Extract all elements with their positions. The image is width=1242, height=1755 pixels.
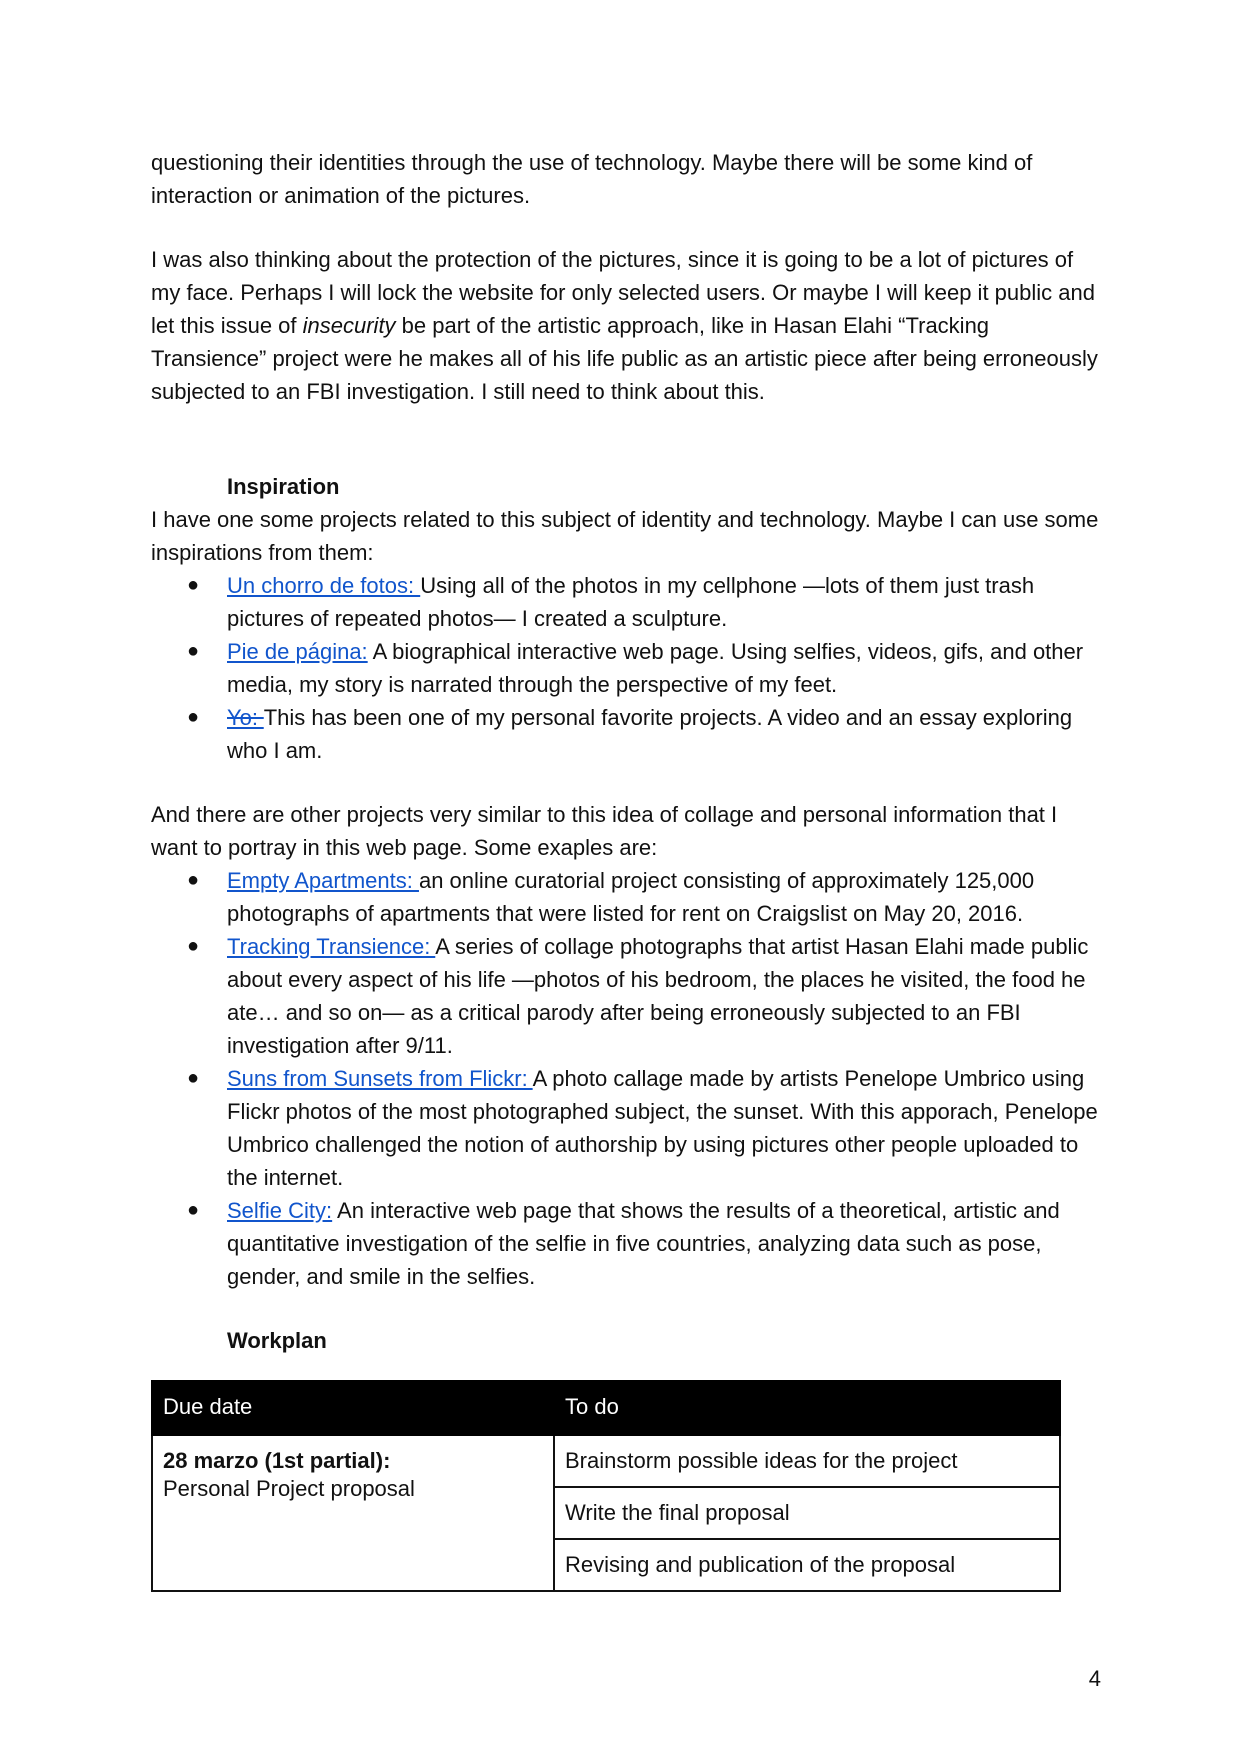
bullet-icon: ● bbox=[187, 1067, 200, 1089]
list-item bbox=[151, 864, 1101, 930]
document-body bbox=[151, 146, 1101, 1357]
workplan-table bbox=[151, 1380, 1061, 1592]
bullet-icon: ● bbox=[187, 640, 200, 662]
paragraph-protection-start: I was also thinking about the protection of the pictures, since it is going to be a lot of pictures of my face. Perhaps I will lock the website for only selected users. Or maybe I will keep it public and let this issue of bbox=[151, 247, 1095, 338]
list-item-text: A photo callage made by artists Penelope Umbrico using Flickr photos of the most photographed subject, the sunset. With this apporach, Penelope Umbrico challenged the notion of authorship by using pictures other people uploaded to the internet. bbox=[227, 1066, 1098, 1190]
paragraph-protection-end: be part of the artistic approach, like in Hasan Elahi “Tracking Transience” project were he makes all of his life public as an artistic piece after being erroneously subjected to an FBI investigation. I still need to think about this. bbox=[151, 313, 1098, 404]
list-item bbox=[151, 569, 1101, 635]
bullet-icon: ● bbox=[187, 935, 200, 957]
list-item bbox=[151, 1062, 1101, 1194]
list-item-text: an online curatorial project consisting of approximately 125,000 photographs of apartments that were listed for rent on Craigslist on May 20, 2016. bbox=[227, 868, 1035, 926]
list-item bbox=[151, 635, 1101, 701]
column-header-to-do: To do bbox=[554, 1381, 1060, 1435]
due-date-description: Personal Project proposal bbox=[163, 1476, 415, 1501]
list-item bbox=[151, 701, 1101, 767]
list-item bbox=[151, 1194, 1101, 1293]
other-projects-list bbox=[151, 864, 1101, 1293]
list-item-text: A biographical interactive web page. Using selfies, videos, gifs, and other media, my story is narrated through the perspective of my feet. bbox=[227, 639, 1084, 697]
due-date-label: 28 marzo (1st partial): bbox=[163, 1448, 391, 1473]
column-header-due-date: Due date bbox=[152, 1381, 554, 1435]
paragraph-protection bbox=[151, 243, 1101, 408]
paragraph-identities: questioning their identities through the use of technology. Maybe there will be some kind of interaction or animation of the pictures. bbox=[151, 150, 1033, 208]
list-item bbox=[151, 930, 1101, 1062]
link-selfie-city[interactable]: Selfie City: bbox=[227, 1198, 333, 1223]
inspiration-intro: I have one some projects related to this subject of identity and technology. Maybe I can use some inspirations from them: bbox=[151, 507, 1099, 565]
list-item-text: A series of collage photographs that artist Hasan Elahi made public about every aspect of his life —photos of his bedroom, the places he visited, the food he ate… and so on— as a critical parody after being erroneously subjected to an FBI investigation after 9/11. bbox=[227, 934, 1089, 1058]
list-item-text: This has been one of my personal favorite projects. A video and an essay exploring who I am. bbox=[227, 705, 1073, 763]
table-header-row bbox=[152, 1381, 1060, 1435]
link-un-chorro-de-fotos[interactable]: Un chorro de fotos: bbox=[227, 573, 421, 598]
bullet-icon: ● bbox=[187, 869, 200, 891]
link-suns-from-sunsets[interactable]: Suns from Sunsets from Flickr: bbox=[227, 1066, 533, 1091]
inspiration-list bbox=[151, 569, 1101, 767]
workplan-heading: Workplan bbox=[227, 1328, 327, 1353]
table-row bbox=[152, 1435, 1060, 1487]
task-cell: Brainstorm possible ideas for the project bbox=[554, 1435, 1060, 1487]
other-projects-intro: And there are other projects very similar to this idea of collage and personal information that I want to portray in this web page. Some exaples are: bbox=[151, 802, 1058, 860]
link-empty-apartments[interactable]: Empty Apartments: bbox=[227, 868, 419, 893]
due-date-cell bbox=[152, 1435, 554, 1591]
task-cell: Write the final proposal bbox=[554, 1487, 1060, 1539]
bullet-icon: ● bbox=[187, 1199, 200, 1221]
inspiration-heading: Inspiration bbox=[227, 474, 340, 499]
bullet-icon: ● bbox=[187, 706, 200, 728]
list-item-text: An interactive web page that shows the results of a theoretical, artistic and quantitative investigation of the selfie in five countries, analyzing data such as pose, gender, and smile in the selfies. bbox=[227, 1198, 1060, 1289]
insecurity-emphasis: insecurity bbox=[302, 313, 396, 338]
link-pie-de-pagina[interactable]: Pie de página: bbox=[227, 639, 368, 664]
page-number: 4 bbox=[1088, 1666, 1101, 1691]
link-yo[interactable]: Yo: bbox=[227, 705, 264, 730]
bullet-icon: ● bbox=[187, 574, 200, 596]
list-item-text: Using all of the photos in my cellphone —lots of them just trash pictures of repeated photos— I created a sculpture. bbox=[227, 573, 1035, 631]
task-cell: Revising and publication of the proposal bbox=[554, 1539, 1060, 1591]
link-tracking-transience[interactable]: Tracking Transience: bbox=[227, 934, 436, 959]
